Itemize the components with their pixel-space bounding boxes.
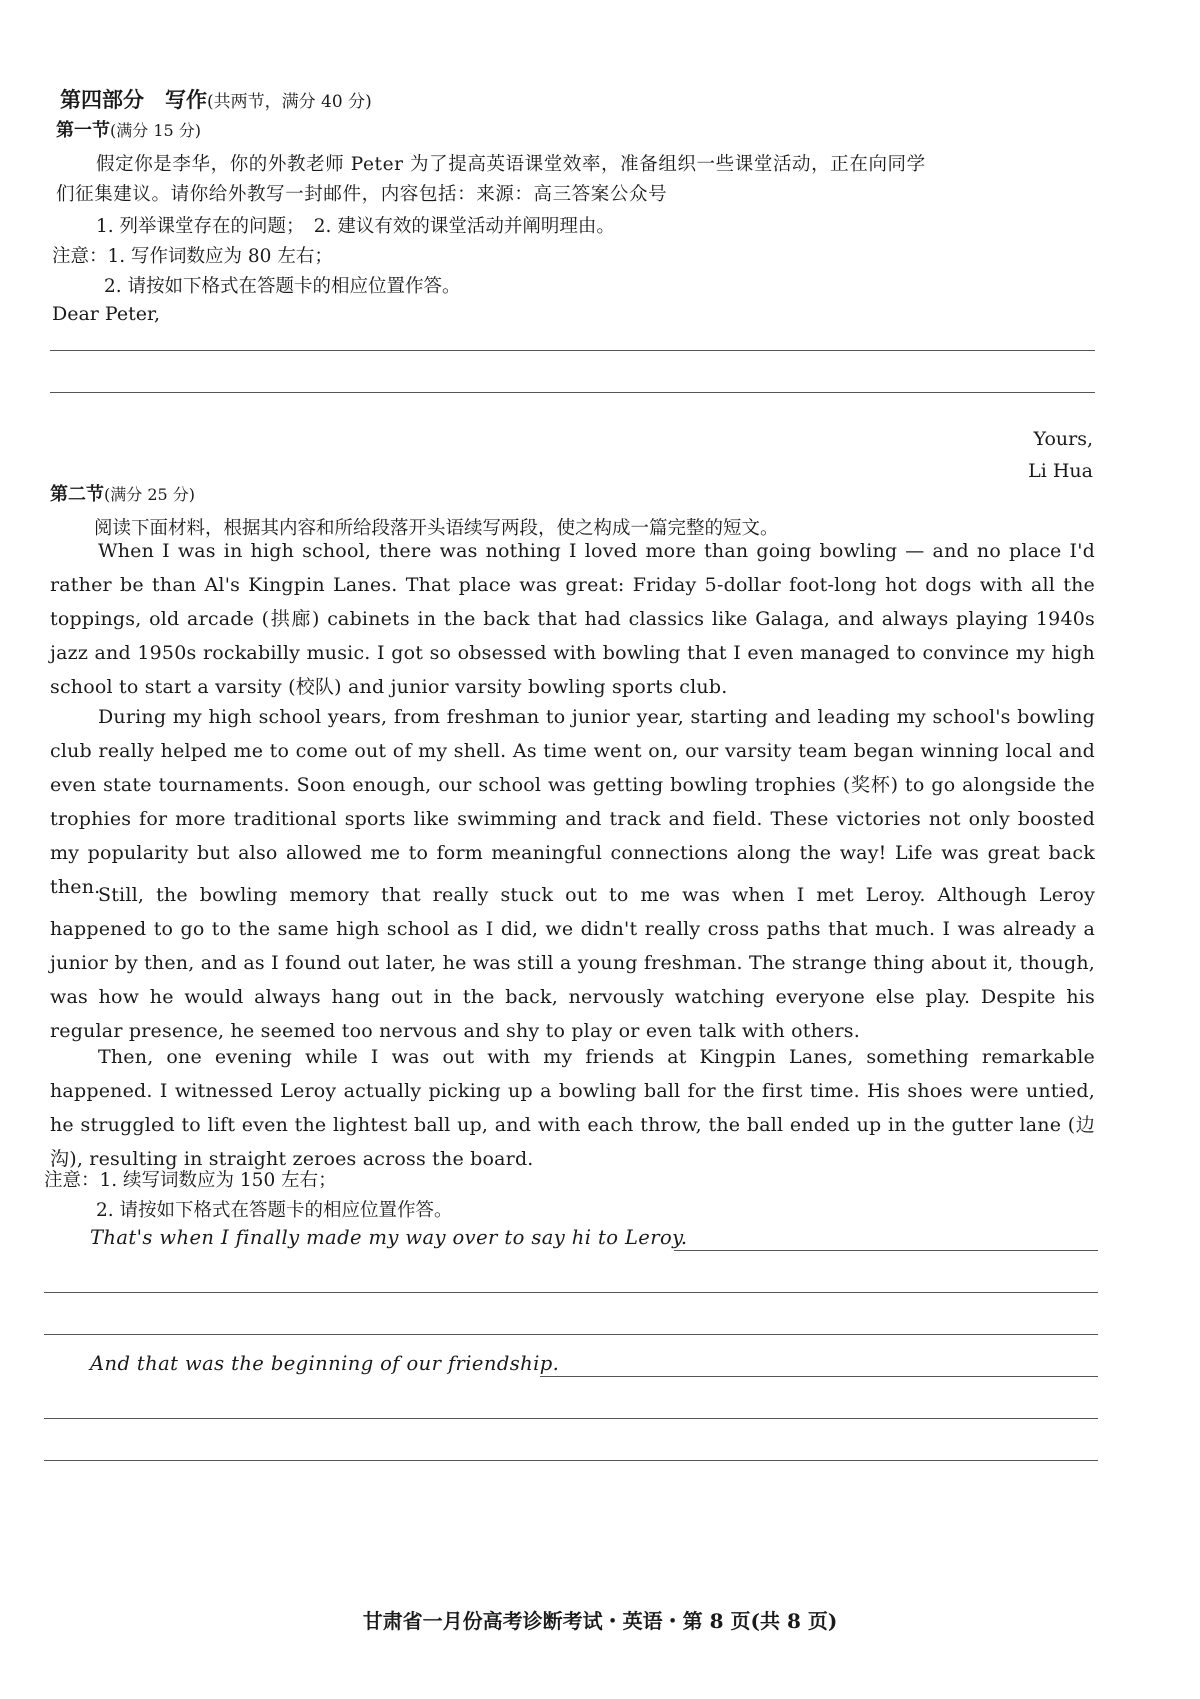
section2-title: 第二节 <box>50 484 104 505</box>
continuation-starter-1: That's when I finally made my way over to say hi to Leroy. <box>90 1226 688 1249</box>
section1-subtitle: (满分 15 分) <box>110 121 202 140</box>
section1-prompt-line1: 假定你是李华，你的外教老师 Peter 为了提高英语课堂效率，准备组织一些课堂活动，正在向同学 <box>96 154 926 175</box>
part-title: 第四部分 写作 <box>60 87 207 112</box>
section2-note2: 2. 请按如下格式在答题卡的相应位置作答。 <box>96 1200 453 1221</box>
passage-paragraph: When I was in high school, there was nothing I loved more than going bowling — and no place I'd rather be than Al's Kingpin Lanes. That place was great: Friday 5-dollar foot-long hot dogs with all the toppings, old arcade (拱廊) cabinets in the back that had classics like Galaga, and always playing 1940s jazz and 1950s rockabilly music. I got so obsessed with bowling that I even managed to convince my high school to start a varsity (校队) and junior varsity bowling sports club. <box>50 540 1095 698</box>
answer-line <box>50 392 1095 393</box>
answer-line <box>50 350 1095 351</box>
part-subtitle: (共两节，满分 40 分) <box>207 92 372 112</box>
answer-line <box>44 1460 1098 1461</box>
section1-points: 1. 列举课堂存在的问题； 2. 建议有效的课堂活动并阐明理由。 <box>96 216 615 237</box>
section1-heading <box>56 116 201 142</box>
section2-subtitle: (满分 25 分) <box>104 485 196 504</box>
closing-yours: Yours, <box>1033 428 1093 450</box>
passage-paragraph: Then, one evening while I was out with my friends at Kingpin Lanes, something remarkable happened. I witnessed Leroy actually picking up a bowling ball for the first time. His shoes were untied, he struggled to lift even the lightest ball up, and with each throw, the ball ended up in the gutter lane (边沟), resulting in straight zeroes across the board. <box>50 1046 1095 1170</box>
salutation: Dear Peter, <box>52 303 161 325</box>
section1-note2: 2. 请按如下格式在答题卡的相应位置作答。 <box>104 276 461 297</box>
continuation-starter-2: And that was the beginning of our friendship. <box>90 1352 560 1375</box>
section1-title: 第一节 <box>56 120 110 141</box>
passage-paragraph: Still, the bowling memory that really stuck out to me was when I met Leroy. Although Leroy happened to go to the same high school as I did, we didn't really cross paths that much. I was already a junior by then, and as I found out later, he was still a young freshman. The strange thing about it, though, was how he would always hang out in the back, nervously watching everyone else play. Despite his regular presence, he seemed too nervous and shy to play or even talk with others. <box>50 884 1095 1042</box>
section2-note1: 注意：1. 续写词数应为 150 左右； <box>44 1170 337 1191</box>
closing-name: Li Hua <box>1028 460 1093 482</box>
answer-line <box>44 1292 1098 1293</box>
answer-line <box>44 1334 1098 1335</box>
page-footer: 甘肃省一月份高考诊断考试・英语・第 8 页(共 8 页) <box>362 1609 838 1633</box>
answer-line <box>674 1250 1098 1251</box>
section1-prompt-line2: 们征集建议。请你给外教写一封邮件，内容包括：来源：高三答案公众号 <box>56 184 668 205</box>
section1-note1: 注意：1. 写作词数应为 80 左右； <box>52 246 333 267</box>
answer-line <box>540 1376 1098 1377</box>
part-heading <box>60 84 372 114</box>
section2-heading <box>50 480 195 506</box>
section2-instruction: 阅读下面材料，根据其内容和所给段落开头语续写两段，使之构成一篇完整的短文。 <box>94 518 779 539</box>
passage-paragraph: During my high school years, from freshman to junior year, starting and leading my school's bowling club really helped me to come out of my shell. As time went on, our varsity team began winning local and even state tournaments. Soon enough, our school was getting bowling trophies (奖杯) to go alongside the trophies for more traditional sports like swimming and track and field. These victories not only boosted my popularity but also allowed me to form meaningful connections along the way! Life was great back then. <box>50 706 1095 898</box>
answer-line <box>44 1418 1098 1419</box>
